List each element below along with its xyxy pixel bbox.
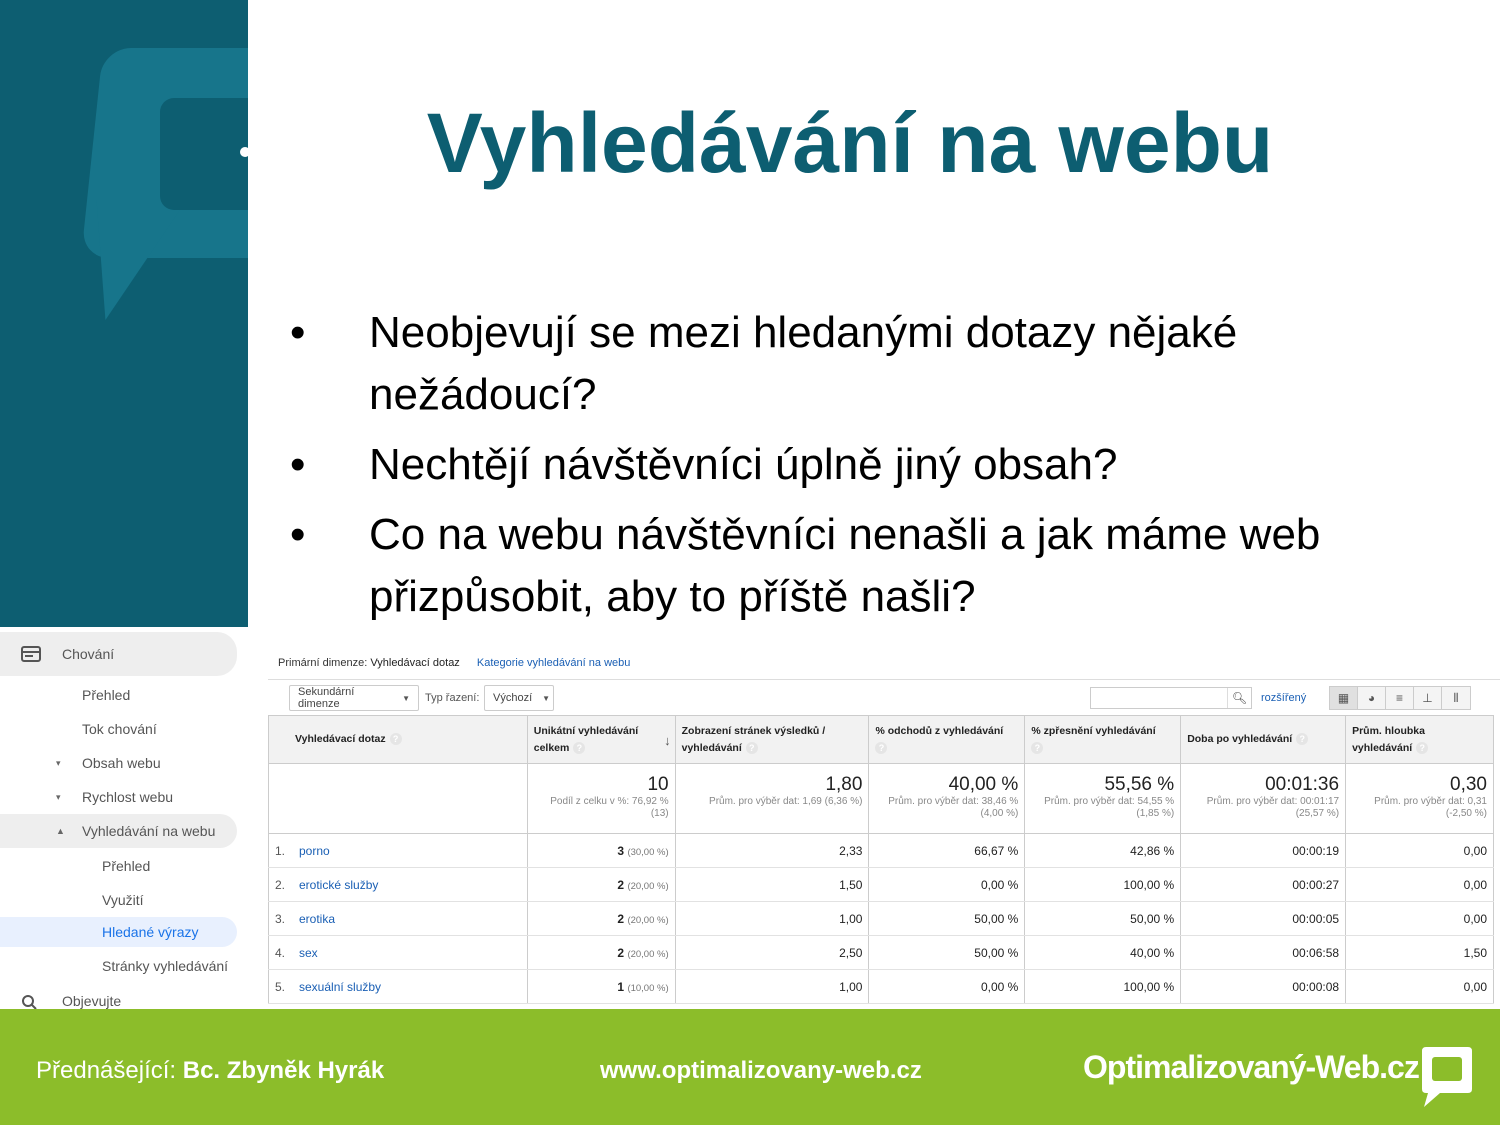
col-header-label: Prům. hloubka vyhledávání (1352, 724, 1425, 754)
primary-dimension-bar (278, 657, 630, 669)
help-icon[interactable]: ? (746, 742, 758, 754)
help-icon[interactable]: ? (573, 742, 585, 754)
table-row (269, 970, 1494, 1004)
row-number: 5. (275, 979, 286, 994)
sort-type-select[interactable] (484, 685, 554, 711)
report-panel (268, 627, 1500, 1009)
left-decor-panel (0, 0, 248, 628)
bullet-item (290, 504, 1470, 628)
time-after-search-cell: 00:00:27 (1181, 868, 1346, 902)
col-header-search-refinements[interactable] (1025, 716, 1181, 764)
cell-percent: (20,00 %) (627, 880, 669, 892)
cell-value: 3 (617, 843, 625, 858)
total-sub: Prům. pro výběr dat: 1,69 (6,36 %) (709, 796, 863, 807)
search-exits-cell: 0,00 % (869, 970, 1025, 1004)
analytics-screenshot (0, 627, 1500, 1009)
help-icon[interactable]: ? (1296, 733, 1308, 745)
col-header-label: Doba po vyhledávání (1187, 733, 1293, 745)
query-link[interactable]: erotické služby (299, 877, 379, 892)
table-header-row (269, 716, 1494, 764)
search-depth-cell: 0,00 (1346, 970, 1494, 1004)
presenter (36, 1057, 384, 1085)
sidebar-subitem-vyuziti[interactable] (0, 883, 144, 917)
search-depth-cell: 0,00 (1346, 868, 1494, 902)
table-row (269, 868, 1494, 902)
caret-down-icon: ▾ (56, 757, 61, 768)
bullet-text: Neobjevují se mezi hledanými dotazy nějaké nežádoucí? (369, 308, 1238, 419)
sort-arrow-icon: ↓ (664, 733, 671, 748)
sidebar-item-tok-chovani[interactable] (0, 712, 157, 746)
sidebar-item-label: Hledané výrazy (102, 924, 199, 940)
totals-row (269, 764, 1494, 834)
sidebar-item-label: Vyhledávání na webu (82, 823, 216, 839)
col-header-query[interactable] (269, 716, 528, 764)
query-cell (269, 834, 528, 868)
sidebar-item-label: Přehled (82, 687, 131, 703)
search-terms-table (268, 715, 1494, 1004)
sidebar-item-obsah-webu[interactable] (0, 746, 161, 780)
col-header-label: % zpřesnění vyhledávání (1031, 724, 1156, 737)
result-views-cell: 2,50 (675, 936, 869, 970)
sort-type-label: Typ řazení: (425, 692, 480, 704)
result-views-cell: 1,00 (675, 902, 869, 936)
report-toolbar (268, 679, 1500, 717)
result-views-cell: 2,33 (675, 834, 869, 868)
caret-up-icon: ▲ (56, 826, 65, 836)
row-number: 2. (275, 877, 286, 892)
time-after-search-cell: 00:00:08 (1181, 970, 1346, 1004)
cell-value: 2 (617, 877, 625, 892)
caret-down-icon: ▾ (56, 791, 61, 802)
total-value: 0,30 (1450, 774, 1487, 795)
slide-title: Vyhledávání na webu (426, 96, 1274, 190)
sidebar-item-label: Tok chování (82, 721, 157, 737)
total-sub: (-2,50 %) (1445, 808, 1487, 819)
bullet-glyph: • (290, 308, 306, 357)
comparison-view-icon[interactable]: ⊥ (1414, 687, 1442, 709)
table-view-icon[interactable]: ▦ (1330, 687, 1358, 709)
row-number: 1. (275, 843, 286, 858)
decor-dot (240, 147, 248, 157)
advanced-filter-link[interactable]: rozšířený (1261, 692, 1307, 704)
search-exits-cell: 66,67 % (869, 834, 1025, 868)
sidebar-item-label: Využití (102, 892, 144, 908)
total-sub: Prům. pro výběr dat: 0,31 (1374, 796, 1487, 807)
search-exits-cell: 50,00 % (869, 902, 1025, 936)
sidebar-section-chovani[interactable] (0, 632, 237, 676)
footer-bar (0, 1009, 1500, 1125)
chevron-down-icon: ▼ (402, 693, 410, 703)
search-depth-cell: 1,50 (1346, 936, 1494, 970)
total-value: 40,00 % (948, 774, 1019, 795)
search-input[interactable] (1090, 687, 1252, 709)
query-link[interactable]: porno (299, 843, 330, 858)
query-cell (269, 936, 528, 970)
brand-logo-text: Optimalizovaný-Web.cz (1083, 1049, 1419, 1085)
primary-dimension-link[interactable]: Kategorie vyhledávání na webu (476, 657, 631, 669)
col-header-search-depth[interactable] (1346, 716, 1494, 764)
bullet-text: Co na webu návštěvníci nenašli a jak máme web přizpůsobit, aby to příště našli? (369, 510, 1321, 621)
total-sub: Prům. pro výběr dat: 54,55 % (1044, 796, 1175, 807)
query-link[interactable]: sex (299, 945, 318, 960)
query-cell (269, 902, 528, 936)
search-refinements-cell: 50,00 % (1025, 902, 1181, 936)
row-number: 3. (275, 911, 286, 926)
secondary-dimension-value: Sekundární dimenze (298, 686, 355, 710)
cell-percent: (10,00 %) (627, 982, 669, 994)
speech-bubble-logo-icon (1420, 1045, 1474, 1109)
cell-percent: (20,00 %) (627, 948, 669, 960)
table-row (269, 834, 1494, 868)
help-icon[interactable]: ? (390, 733, 402, 745)
unique-searches-cell (527, 970, 675, 1004)
totals-cell (527, 764, 675, 834)
sidebar-item-objevujte[interactable] (0, 993, 121, 1009)
total-sub: Prům. pro výběr dat: 00:01:17 (1206, 796, 1340, 807)
result-views-cell: 1,00 (675, 970, 869, 1004)
query-cell (269, 970, 528, 1004)
time-after-search-cell: 00:06:58 (1181, 936, 1346, 970)
totals-cell-empty (269, 764, 528, 834)
view-switcher (1329, 686, 1471, 710)
bullet-list (290, 302, 1470, 636)
sidebar-section-label: Chování (62, 646, 115, 662)
totals-cell (869, 764, 1025, 834)
sidebar-item-label: Přehled (102, 858, 151, 874)
speech-bubble-inner-decor (160, 98, 248, 210)
sidebar-item-label: Stránky vyhledávání (102, 958, 229, 974)
result-views-cell: 1,50 (675, 868, 869, 902)
col-header-label: Vyhledávací dotaz (295, 733, 386, 745)
sort-type-value: Výchozí (493, 692, 533, 704)
footer-url: www.optimalizovany-web.cz (600, 1057, 922, 1084)
help-icon[interactable]: ? (1416, 742, 1428, 754)
cell-value: 1 (617, 979, 625, 994)
totals-cell (1181, 764, 1346, 834)
totals-cell (1025, 764, 1181, 834)
table-row (269, 936, 1494, 970)
bullet-glyph: • (290, 440, 306, 489)
bullet-glyph: • (290, 510, 306, 559)
search-refinements-cell: 100,00 % (1025, 970, 1181, 1004)
sidebar-subitem-stranky-vyhledavani[interactable] (0, 949, 228, 983)
total-sub: Prům. pro výběr dat: 38,46 % (888, 796, 1019, 807)
cell-percent: (30,00 %) (627, 846, 669, 858)
total-value: 55,56 % (1104, 774, 1175, 795)
totals-cell (675, 764, 869, 834)
query-link[interactable]: sexuální služby (299, 979, 382, 994)
performance-view-icon[interactable]: ≡ (1386, 687, 1414, 709)
search-icon[interactable]: 🔍︎ (1227, 688, 1251, 708)
unique-searches-cell (527, 902, 675, 936)
col-header-label: Unikátní vyhledávání celkem (533, 724, 639, 754)
sidebar-item-prehled[interactable] (0, 678, 130, 712)
total-sub: (1,85 %) (1136, 808, 1175, 819)
unique-searches-cell (527, 868, 675, 902)
behavior-icon (20, 645, 42, 663)
query-cell (269, 868, 528, 902)
cell-value: 2 (617, 911, 625, 926)
col-header-label: % odchodů z vyhledávání (875, 724, 1004, 737)
query-link[interactable]: erotika (299, 911, 336, 926)
help-icon[interactable]: ? (875, 742, 887, 754)
cell-value: 2 (617, 945, 625, 960)
totals-cell (1346, 764, 1494, 834)
total-sub: Podíl z celku v %: 76,92 % (550, 796, 669, 807)
table-row (269, 902, 1494, 936)
pie-view-icon[interactable]: ◕ (1358, 687, 1386, 709)
unique-searches-cell (527, 834, 675, 868)
pivot-view-icon[interactable]: ⦀ (1442, 687, 1470, 709)
search-depth-cell: 0,00 (1346, 834, 1494, 868)
total-value: 00:01:36 (1265, 774, 1340, 795)
col-header-result-views[interactable] (675, 716, 869, 764)
search-refinements-cell: 40,00 % (1025, 936, 1181, 970)
search-refinements-cell: 100,00 % (1025, 868, 1181, 902)
unique-searches-cell (527, 936, 675, 970)
sidebar-item-rychlost-webu[interactable] (0, 780, 173, 814)
sidebar-item-label: Obsah webu (82, 755, 161, 771)
total-sub: (25,57 %) (1295, 808, 1340, 819)
secondary-dimension-select[interactable] (289, 685, 419, 711)
sidebar-subitem-prehled[interactable] (0, 849, 150, 883)
total-sub: (13) (650, 808, 669, 819)
bullet-text: Nechtějí návštěvníci úplně jiný obsah? (369, 440, 1118, 489)
sidebar-item-label: Rychlost webu (82, 789, 174, 805)
col-header-label: Zobrazení stránek výsledků / vyhledávání (681, 724, 826, 754)
analytics-sidebar (0, 627, 250, 1009)
col-header-unique-searches[interactable] (527, 716, 675, 764)
search-exits-cell: 50,00 % (869, 936, 1025, 970)
col-header-time-after-search[interactable] (1181, 716, 1346, 764)
presenter-name: Bc. Zbyněk Hyrák (182, 1057, 385, 1084)
total-value: 10 (647, 774, 669, 795)
sidebar-subitem-hledane-vyrazy[interactable] (0, 917, 237, 947)
primary-dimension-label: Primární dimenze: (278, 657, 368, 669)
sidebar-item-vyhledavani-na-webu[interactable] (0, 814, 237, 848)
sidebar-item-label: Objevujte (62, 993, 122, 1009)
bullet-item (290, 434, 1470, 496)
search-exits-cell: 0,00 % (869, 868, 1025, 902)
search-refinements-cell: 42,86 % (1025, 834, 1181, 868)
row-number: 4. (275, 945, 286, 960)
bullet-item (290, 302, 1470, 426)
presenter-label: Přednášející: (36, 1057, 177, 1084)
search-icon (20, 993, 38, 1009)
cell-percent: (20,00 %) (627, 914, 669, 926)
help-icon[interactable]: ? (1031, 742, 1043, 754)
chevron-down-icon: ▼ (542, 693, 551, 703)
search-depth-cell: 0,00 (1346, 902, 1494, 936)
col-header-search-exits[interactable] (869, 716, 1025, 764)
time-after-search-cell: 00:00:19 (1181, 834, 1346, 868)
total-value: 1,80 (825, 774, 863, 795)
total-sub: (4,00 %) (980, 808, 1019, 819)
primary-dimension-current[interactable]: Vyhledávací dotaz (370, 657, 460, 669)
time-after-search-cell: 00:00:05 (1181, 902, 1346, 936)
